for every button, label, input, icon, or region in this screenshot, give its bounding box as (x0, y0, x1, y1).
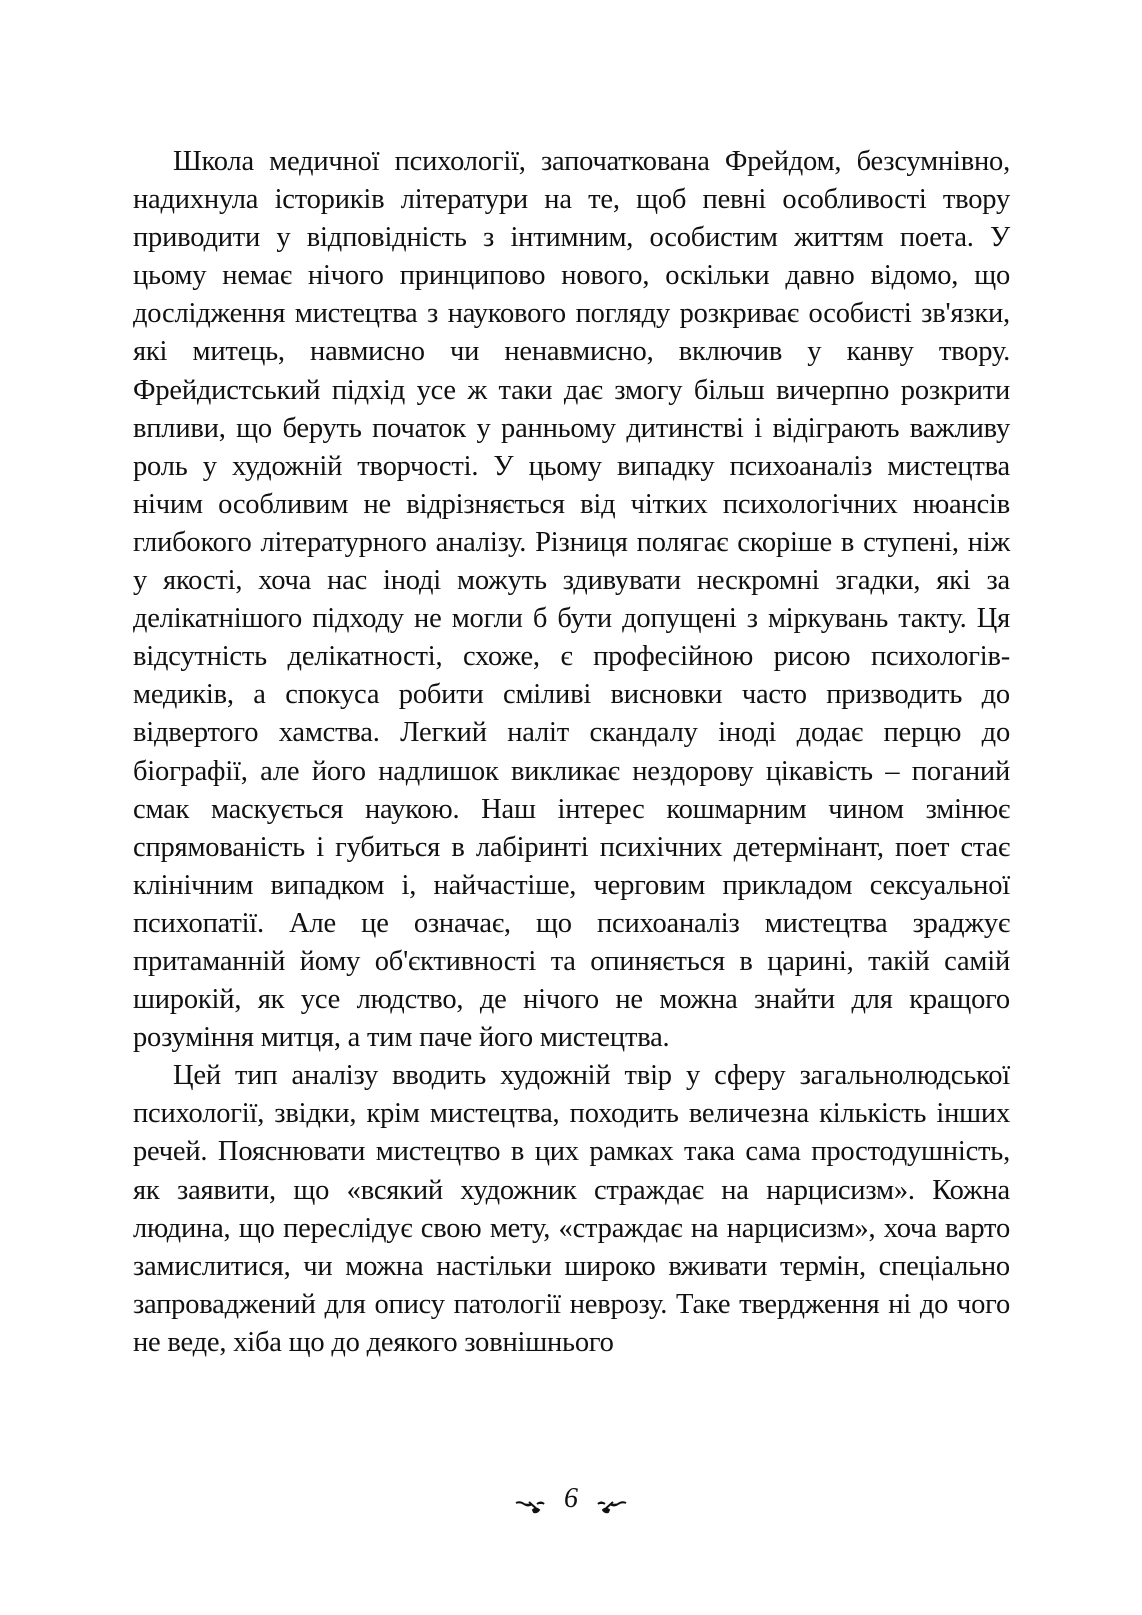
paragraph-2: Цей тип аналізу вводить художній твір у сферу загальнолюдської психології, звідки, крім мистецтва, походить величезна кількість інших речей. Пояснювати мистецтво в цих рамках така сама простодушність, як заявити, що «всякий художник страждає на нарцисизм». Кожна людина, що переслідує свою мету, «страждає на нарцисизм», хоча варто замислитися, чи можна настільки широко вживати термін, спеціально запроваджений для опису патології неврозу. Таке твердження ні до чого не веде, хіба що до деякого зовнішнього (133, 1060, 1010, 1358)
page-footer (0, 1482, 1142, 1514)
paragraph-1: Школа медичної психології, започаткована Фрейдом, безсумнівно, надихнула істориків літератури на те, щоб певні особливості твору приводити у відповідність з інтимним, особистим життям поета. У цьому немає нічого принципово нового, оскільки давно відомо, що дослідження мистецтва з наукового погляду розкриває особисті зв'язки, які митець, навмисно чи ненавмисно, включив у канву твору. Фрейдистський підхід усе ж таки дає змогу більш вичерпно розкрити впливи, що беруть початок у ранньому дитинстві і відіграють важливу роль у художній творчості. У цьому випадку психоаналіз мистецтва нічим особливим не відрізняється від чітких психологічних нюансів глибокого літературного аналізу. Різниця полягає скоріше в ступені, ніж у якості, хоча нас іноді можуть здивувати нескромні згадки, які за делікатнішого підходу не могли б бути допущені з міркувань такту. Ця відсутність делікатності, схоже, є професійною рисою психологів-медиків, а спокуса робити сміливі висновки часто призводить до відвертого хамства. Легкий наліт скандалу іноді додає перцю до біографії, але його надлишок викликає нездорову цікавість – поганий смак маскується наукою. Наш інтерес кошмарним чином змінює спрямованість і губиться в лабіринті психічних детермінант, поет стає клінічним випадком і, найчастіше, черговим прикладом сексуальної психопатії. Але це означає, що психоаналіз мистецтва зраджує притаманній йому об'єктивності та опиняється в царині, такій самій широкій, як усе людство, де нічого не можна знайти для кращого розуміння митця, а тим паче його мистецтва. (133, 146, 1010, 1054)
page-number: 6 (564, 1482, 578, 1514)
floral-ornament-left-icon (515, 1491, 545, 1507)
page-body (133, 143, 1010, 1362)
floral-ornament-right-icon (597, 1491, 627, 1507)
